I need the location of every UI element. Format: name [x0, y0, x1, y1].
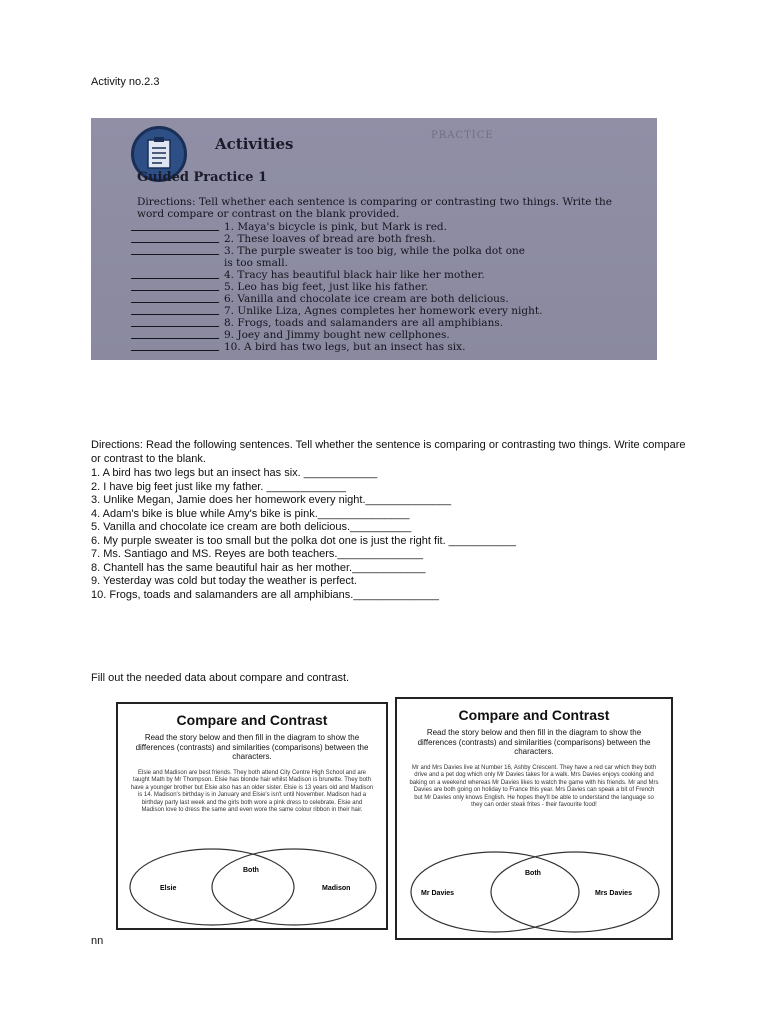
question-list [91, 467, 516, 602]
photo-item: 10. A bird has two legs, but an insect has six. [131, 341, 542, 353]
worksheet-davies [395, 697, 673, 940]
question-item: 3. Unlike Megan, Jamie does her homework every night.______________ [91, 494, 452, 506]
worksheet-lead: Read the story below and then fill in the diagram to show the differences (contrasts) and similarities (comparisons) between the characters. [417, 728, 651, 756]
photo-item: 7. Unlike Liza, Agnes completes her homework every night. [131, 305, 542, 317]
fill-instruction: Fill out the needed data about compare and contrast. [91, 672, 350, 684]
worksheet-story: Elsie and Madison are best friends. They both attend City Centre High School and are taught Math by Mr Thompson. Elsie has blonde hair whilst Madison is brunette. They both have a younger brother but Elsie also has an older sister. Elsie is 13 years old and Madison is 14. Madison's birthday is in January and Elsie's isn't until November. Madison had a birthday party last week and the girls both wore a pink dress to celebrate. Elsie and Madison love to dress the same and even wore the same colour ribbon in their hair. [130, 769, 374, 813]
question-item: 2. I have big feet just like my father. _____________ [91, 480, 347, 493]
photo-item: 1. Maya's bicycle is pink, but Mark is red. [131, 221, 542, 233]
question-item: 6. My purple sweater is too small but the polka dot one is just the right fit. ___________ [91, 534, 516, 547]
worksheet-elsie-madison [116, 702, 388, 930]
venn-center-label: Both [525, 870, 541, 877]
footer-note: nn [91, 935, 104, 947]
scanned-activity-photo [91, 118, 657, 360]
photo-item: 9. Joey and Jimmy bought new cellphones. [131, 329, 542, 341]
directions-text: Directions: Read the following sentences. Tell whether the sentence is comparing or contrasting two things. Write compare or contrast to the blank. [91, 439, 686, 465]
venn-left-label: Elsie [160, 885, 177, 892]
worksheet-lead: Read the story below and then fill in the diagram to show the differences (contrasts) and similarities (comparisons) between the characters. [135, 733, 369, 761]
photo-item: 5. Leo has big feet, just like his father. [131, 281, 542, 293]
worksheet-heading: Compare and Contrast [176, 712, 328, 728]
photo-item: 2. These loaves of bread are both fresh. [131, 233, 542, 245]
question-item: 4. Adam's bike is blue while Amy's bike is pink._______________ [91, 507, 410, 520]
venn-diagram [122, 846, 384, 928]
question-item: 7. Ms. Santiago and MS. Reyes are both teachers.______________ [91, 548, 424, 560]
venn-right-label: Madison [322, 885, 351, 892]
venn-diagram [403, 849, 667, 935]
venn-right-label: Mrs Davies [595, 890, 632, 897]
worksheet-story: Mr and Mrs Davies live at Number 16, Ashby Crescent. They have a red car which they both drive and a pet dog which only Mr Davies takes for a walk. Mrs Davies enjoys cooking and baking on a weekend whereas Mr Davies likes to watch the game with his friends. Mr and Mrs Davies are both going on holiday to France this year. Mrs Davies can speak a bit of French but Mr Davies only knows English. He hopes they'll be able to understand the language so they can order steak frites - their favourite food! [409, 764, 659, 808]
photo-item: 3. The purple sweater is too big, while the polka dot one is too small. [131, 245, 531, 269]
photo-item: 4. Tracy has beautiful black hair like her mother. [131, 269, 542, 281]
photo-item: 8. Frogs, toads and salamanders are all amphibians. [131, 317, 542, 329]
activity-label: Activity no.2.3 [91, 76, 160, 88]
question-item: 9. Yesterday was cold but today the weather is perfect. [91, 575, 357, 587]
question-item: 1. A bird has two legs but an insect has six. ____________ [91, 467, 378, 479]
photo-directions: Directions: Tell whether each sentence is comparing or contrasting two things. Write the word compare or contrast on the blank provided. [137, 196, 613, 220]
photo-title: Activities [215, 135, 294, 153]
question-item: 10. Frogs, toads and salamanders are all amphibians.______________ [91, 588, 439, 601]
photo-item: 6. Vanilla and chocolate ice cream are both delicious. [131, 293, 542, 305]
photo-subtitle: Guided Practice 1 [137, 170, 268, 185]
venn-left-label: Mr Davies [421, 890, 455, 897]
venn-center-label: Both [243, 867, 259, 874]
worksheet-heading: Compare and Contrast [458, 707, 610, 723]
question-item: 5. Vanilla and chocolate ice cream are both delicious.__________ [91, 521, 412, 533]
question-item: 8. Chantell has the same beautiful hair as her mother.____________ [91, 561, 426, 574]
photo-item-list [131, 221, 542, 353]
photo-faded-header: PRACTICE [431, 130, 494, 141]
